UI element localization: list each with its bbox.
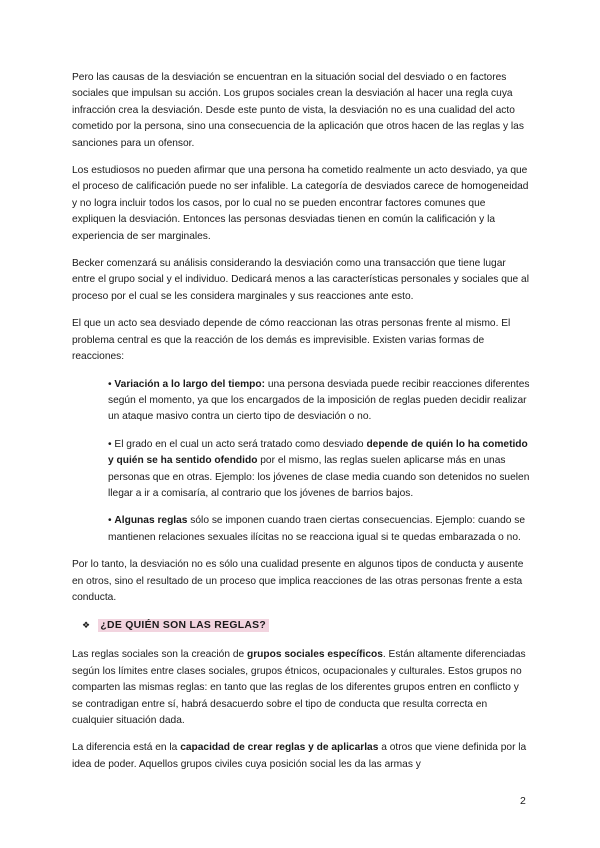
list-item: • El grado en el cual un acto será tratado como desviado depende de quién lo ha cometido y quién se ha sentido ofendido por el mismo, las reglas suelen aplicarse más en unas personas que en otras. Ejemplo: los jóvenes de clase media cuando son detenidos no suelen llegar a ir a comisaría, al contrario que los jóvenes de barrios bajos. — [108, 438, 530, 499]
bullet-bold-text: Algunas reglas — [114, 515, 188, 527]
bullet-marker: • — [108, 438, 112, 450]
list-item: • Algunas reglas sólo se imponen cuando traen ciertas consecuencias. Ejemplo: cuando se mantienen relaciones sexuales ilícitas no se reacciona igual si te quedas embarazada o no. — [108, 515, 525, 543]
paragraph-5: Por lo tanto, la desviación no es sólo una cualidad presente en algunos tipos de conducta y ausente en otros, sino el resultado de un proceso que implica reacciones de las otras personas frente a esta conducta. — [72, 559, 524, 603]
bold-phrase: capacidad de crear reglas y de aplicarlas — [180, 742, 379, 754]
bullet-marker: • — [108, 378, 112, 390]
document-page — [72, 70, 530, 773]
page-number: 2 — [520, 795, 526, 807]
list-item: • Variación a lo largo del tiempo: una persona desviada puede recibir reacciones diferentes según el momento, ya que los encargados de la imposición de reglas pueden decidir realizar un ataque masivo contra un cierto tipo de desviación o no. — [108, 378, 530, 423]
section-heading — [82, 617, 530, 634]
paragraph-1: Pero las causas de la desviación se encuentran en la situación social del desviado o en factores sociales que impulsan su acción. Los grupos sociales crean la desviación al hacer una regla cuya infracción crea la desviación. Desde este punto de vista, la desviación no es una cualidad del acto cometido por la persona, sino una consecuencia de la aplicación que otros hacen de las reglas y las sanciones para un ofensor. — [72, 72, 524, 149]
paragraph-3: Becker comenzará su análisis considerando la desviación como una transacción que tiene lugar entre el grupo social y el individuo. Dedicará menos a las características personales y sociales que al proceso por el cual se les considera marginales y sus reacciones ante esto. — [72, 258, 529, 302]
bullet-marker: • — [108, 515, 112, 527]
heading-text: ¿DE QUIÉN SON LAS REGLAS? — [98, 619, 269, 632]
paragraph-7: La diferencia está en la capacidad de crear reglas y de aplicarlas a otros que viene definida por la idea de poder. Aquellos grupos civiles cuya posición social les da las armas y — [72, 742, 527, 770]
paragraph-6: Las reglas sociales son la creación de grupos sociales específicos. Están altamente diferenciadas según los límites entre clases sociales, grupos étnicos, ocupacionales y culturales. Estos grupos no comparten las mismas reglas: en tanto que las reglas de los diferentes grupos entren en conflicto y se contradigan entre sí, habrá desacuerdo sobre el tipo de conducta que resulta correcta en cualquier situación dada. — [72, 649, 526, 726]
bold-phrase: grupos sociales específicos — [246, 649, 383, 661]
paragraph-4: El que un acto sea desviado depende de cómo reaccionan las otras personas frente al mismo. El problema central es que la reacción de los demás es imprevisible. Existen varias formas de reacciones: — [72, 318, 511, 363]
reaction-forms-list — [108, 377, 530, 547]
bullet-bold-text: Variación a lo largo del tiempo: — [114, 378, 266, 390]
paragraph-2: Los estudiosos no pueden afirmar que una persona ha cometido realmente un acto desviado, ya que el proceso de calificación puede no ser infalible. La categoría de desviados carece de homogeneidad y no logra incluir todos los casos, por lo cual no se pueden encontrar factores comunes que expliquen la desviación. Entonces las personas desviadas tienen en común la calificación y la experiencia de ser marginales. — [72, 165, 529, 242]
diamond-bullet-icon: ❖ — [82, 620, 91, 631]
bullet-bold-text: depende de quién lo ha cometido y quién se ha sentido ofendido — [108, 438, 528, 467]
